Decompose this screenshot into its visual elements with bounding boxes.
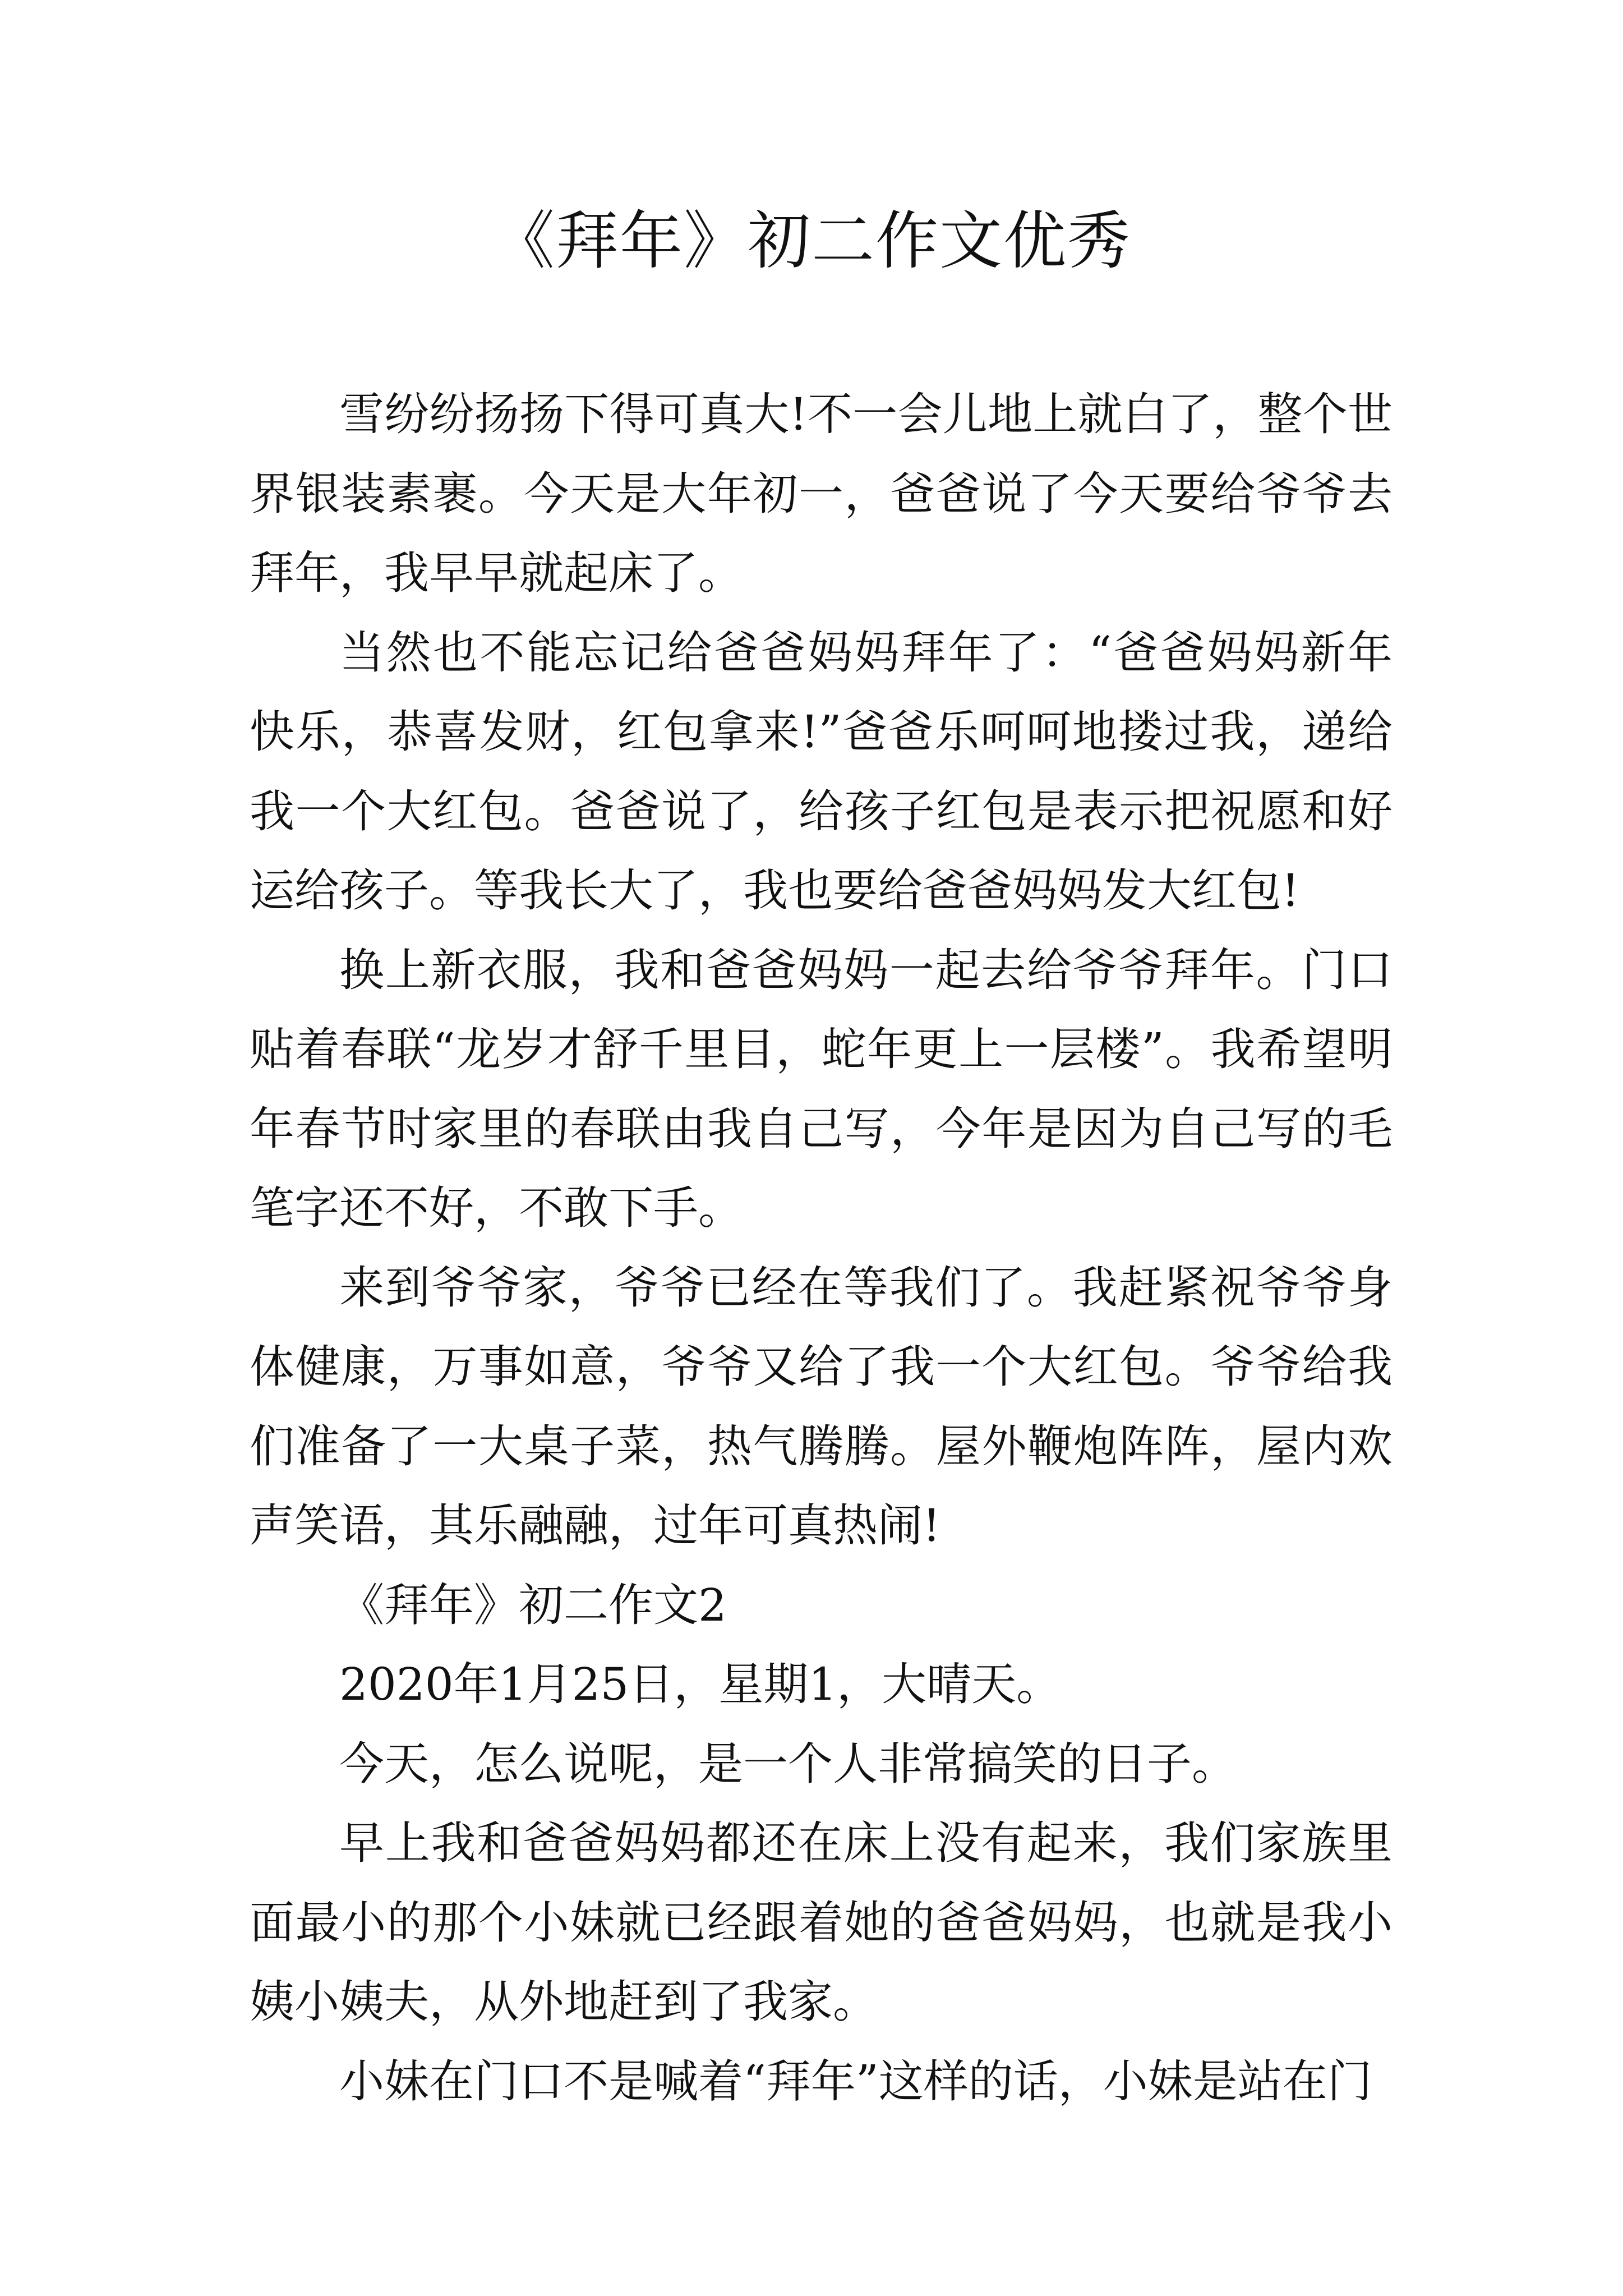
paragraph: 2020年1月25日，星期1，大晴天。 bbox=[339, 1658, 1062, 1710]
paragraph: 换上新衣服，我和爸爸妈妈一起去给爷爷拜年。门口贴着春联“龙岁才舒千里目，蛇年更上一层楼”。我希望明年春节时家里的春联由我自己写，今年是因为自己写的毛笔字还不好，不敢下手。 bbox=[250, 944, 1393, 1234]
paragraph: 小妹在门口不是喊着“拜年”这样的话，小妹是站在门 bbox=[339, 2055, 1372, 2108]
paragraph: 早上我和爸爸妈妈都还在床上没有起来，我们家族里面最小的那个小妹就已经跟着她的爸爸妈妈，也就是我小姨小姨夫，从外地赶到了我家。 bbox=[250, 1817, 1393, 2028]
paragraph: 雪纷纷扬扬下得可真大!不一会儿地上就白了，整个世界银装素裹。今天是大年初一，爸爸说了今天要给爷爷去拜年，我早早就起床了。 bbox=[250, 388, 1393, 599]
paragraph: 今天，怎么说呢，是一个人非常搞笑的日子。 bbox=[339, 1737, 1237, 1790]
document-body bbox=[250, 375, 1393, 2121]
paragraph: 当然也不能忘记给爸爸妈妈拜年了：“爸爸妈妈新年快乐，恭喜发财，红包拿来!”爸爸乐呵呵地搂过我，递给我一个大红包。爸爸说了，给孩子红包是表示把祝愿和好运给孩子。等我长大了，我也要给爸爸妈妈发大红包! bbox=[250, 626, 1393, 917]
section-heading: 《拜年》初二作文2 bbox=[339, 1579, 727, 1631]
paragraph: 来到爷爷家，爷爷已经在等我们了。我赶紧祝爷爷身体健康，万事如意，爷爷又给了我一个大红包。爷爷给我们准备了一大桌子菜，热气腾腾。屋外鞭炮阵阵，屋内欢声笑语，其乐融融，过年可真热闹! bbox=[250, 1261, 1393, 1552]
document-title: 《拜年》初二作文优秀 bbox=[492, 205, 1131, 278]
